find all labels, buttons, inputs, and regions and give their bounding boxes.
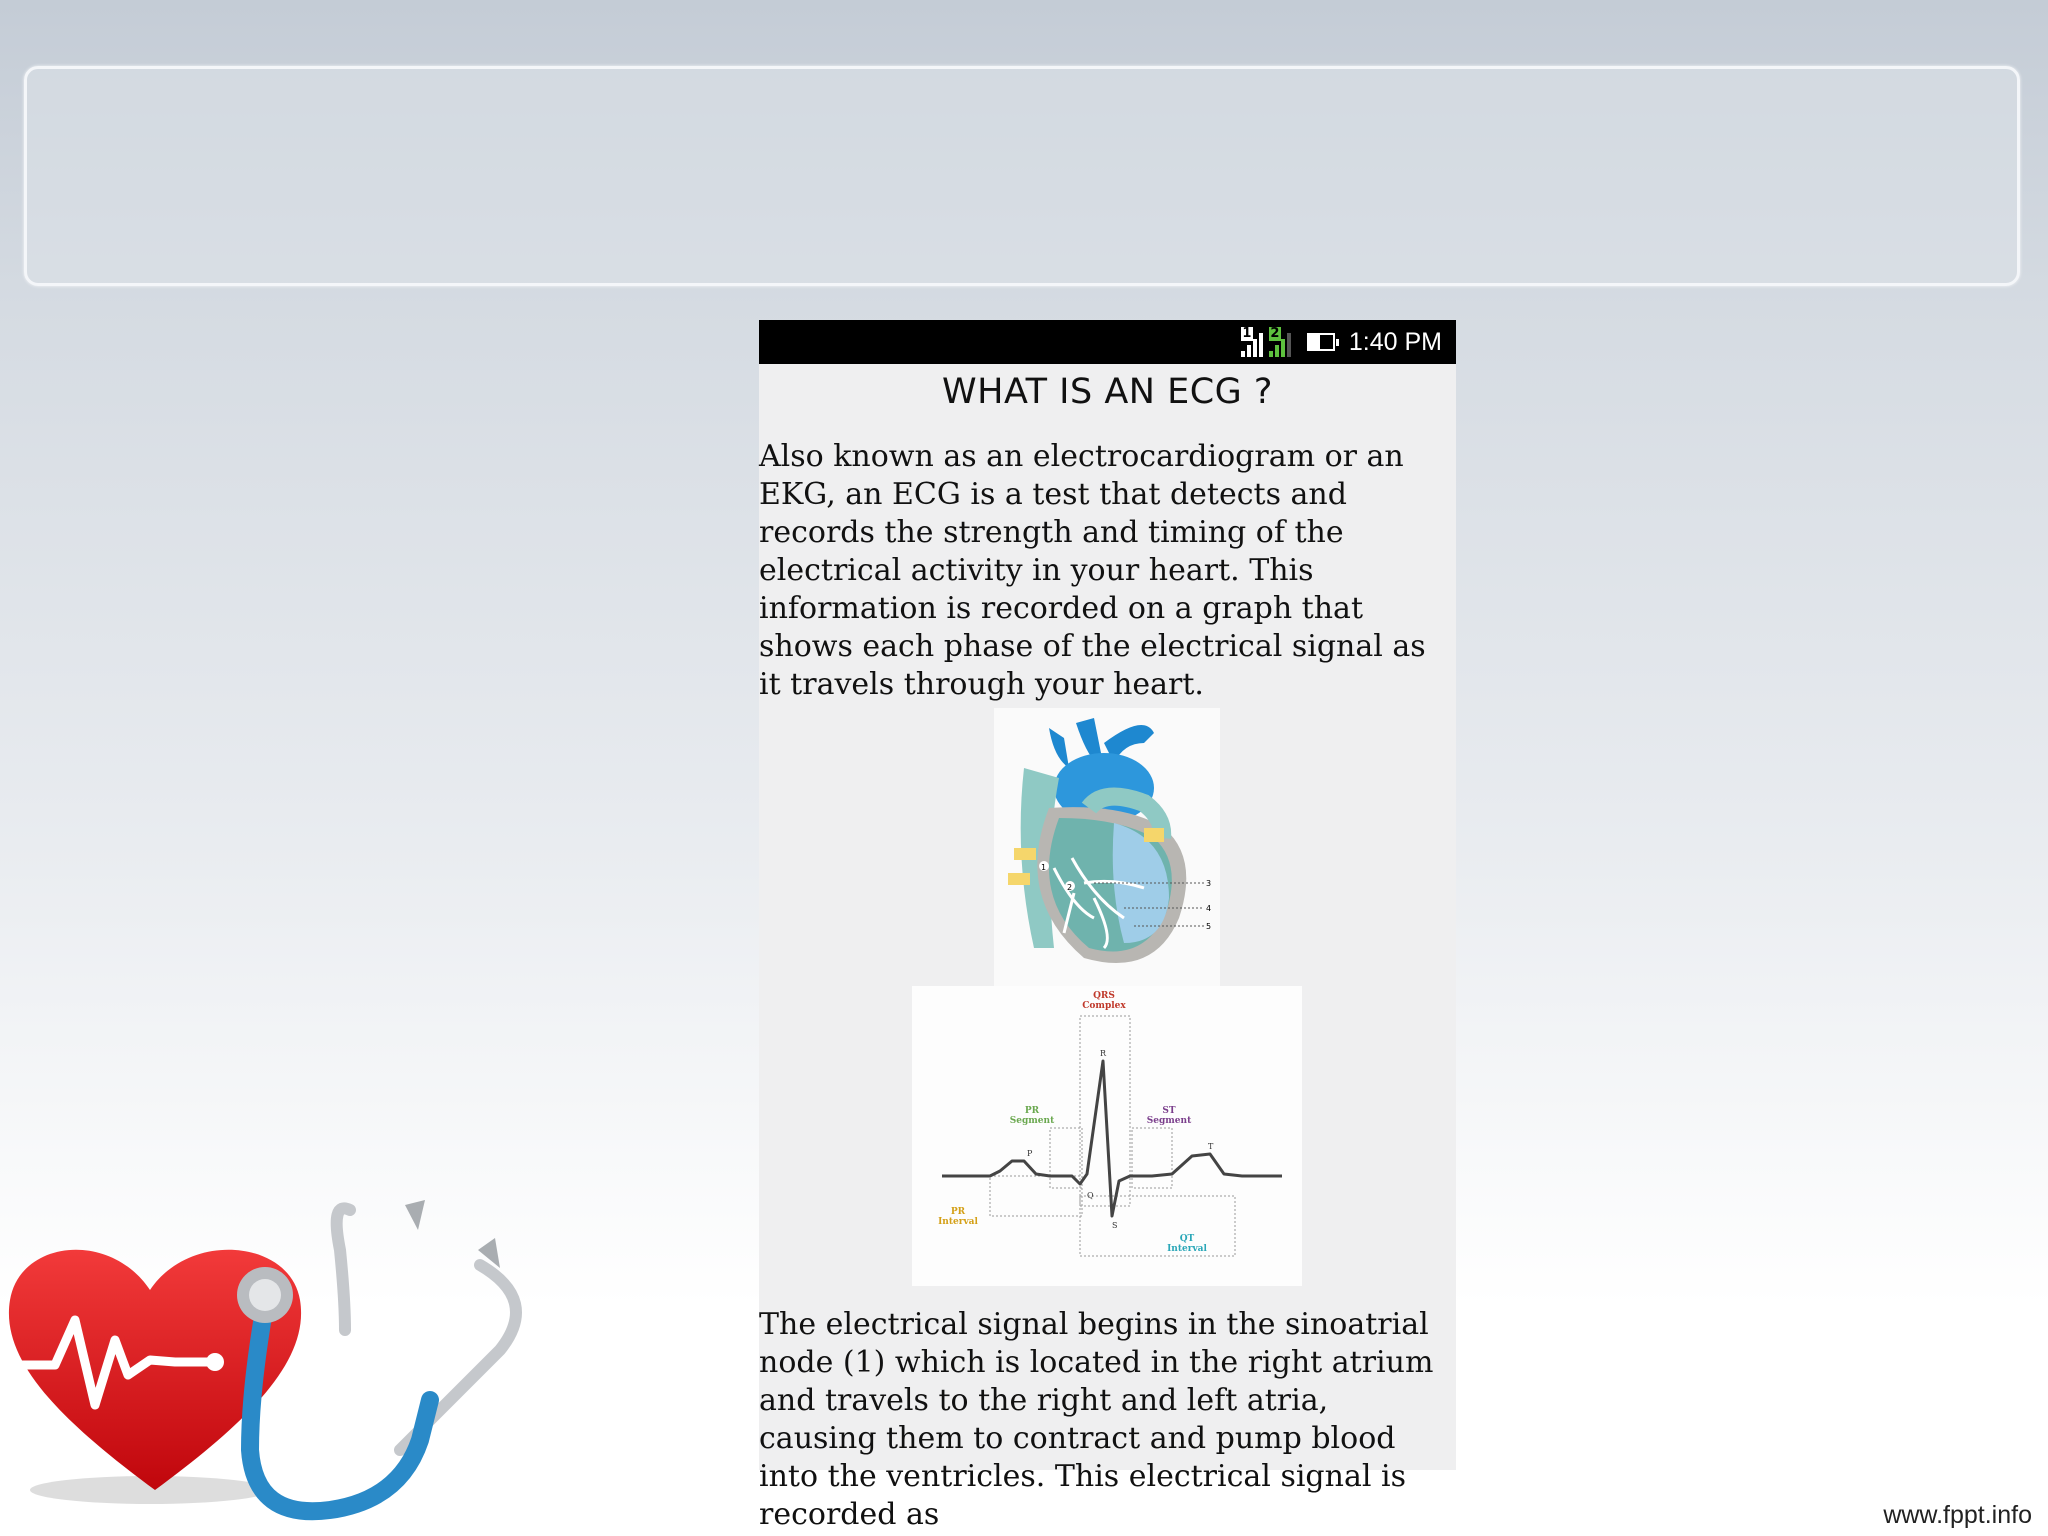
wave-s-label: S <box>1112 1221 1118 1230</box>
footer-url: www.fppt.info <box>1883 1501 2032 1529</box>
status-time: 1:40 PM <box>1348 327 1442 356</box>
heart-label-4: 4 <box>1206 904 1212 913</box>
page-title: WHAT IS AN ECG ? <box>942 372 1273 412</box>
sim1-label: 1 <box>1242 326 1252 341</box>
wave-p-label: P <box>1027 1149 1033 1158</box>
phone-screenshot <box>759 320 1456 1532</box>
pr-interval-label-line1: PR <box>950 1207 966 1217</box>
heart-label-2: 2 <box>1067 883 1073 892</box>
intro-paragraph: Also known as an electrocardiogram or an EKG, an ECG is a test that detects and records the strength and timing of the electrical activity in your heart. This information is recorded on a graph that shows each phase of the electrical signal as it travels through your heart. <box>759 439 1426 702</box>
st-segment-label-line1: ST <box>1162 1106 1176 1116</box>
wave-q-label: Q <box>1087 1191 1094 1200</box>
heart-label-5: 5 <box>1206 922 1212 931</box>
heart-stethoscope-icon <box>0 1190 560 1536</box>
status-bar <box>759 320 1456 364</box>
sim1-signal-icon <box>1241 327 1263 357</box>
pr-segment-label-line1: PR <box>1024 1106 1040 1116</box>
signal-paragraph: The electrical signal begins in the sinoatrial node (1) which is located in the right atrium and travels to the right and left atria, causing them to contract and pump blood into the ventricles. This electrical signal is recorded as <box>759 1307 1434 1532</box>
wave-r-label: R <box>1100 1049 1107 1058</box>
qrs-label-line2: Complex <box>1082 1001 1126 1011</box>
pr-segment-label-line2: Segment <box>1009 1116 1055 1126</box>
battery-icon <box>1307 333 1335 351</box>
slide-title-box <box>24 66 2020 286</box>
qt-interval-label-line1: QT <box>1179 1234 1195 1244</box>
wave-t-label: T <box>1208 1142 1214 1151</box>
heart-anatomy-diagram <box>994 708 1220 986</box>
sim2-label: 2 <box>1270 326 1280 341</box>
pr-interval-label-line2: Interval <box>938 1217 978 1227</box>
heart-label-1: 1 <box>1041 863 1047 872</box>
qrs-label-line1: QRS <box>1093 991 1115 1001</box>
st-segment-label-line2: Segment <box>1146 1116 1192 1126</box>
ecg-waveform-diagram <box>912 986 1302 1286</box>
sim2-signal-icon <box>1269 327 1291 357</box>
heart-label-3: 3 <box>1206 879 1212 888</box>
qt-interval-label-line2: Interval <box>1167 1244 1207 1254</box>
